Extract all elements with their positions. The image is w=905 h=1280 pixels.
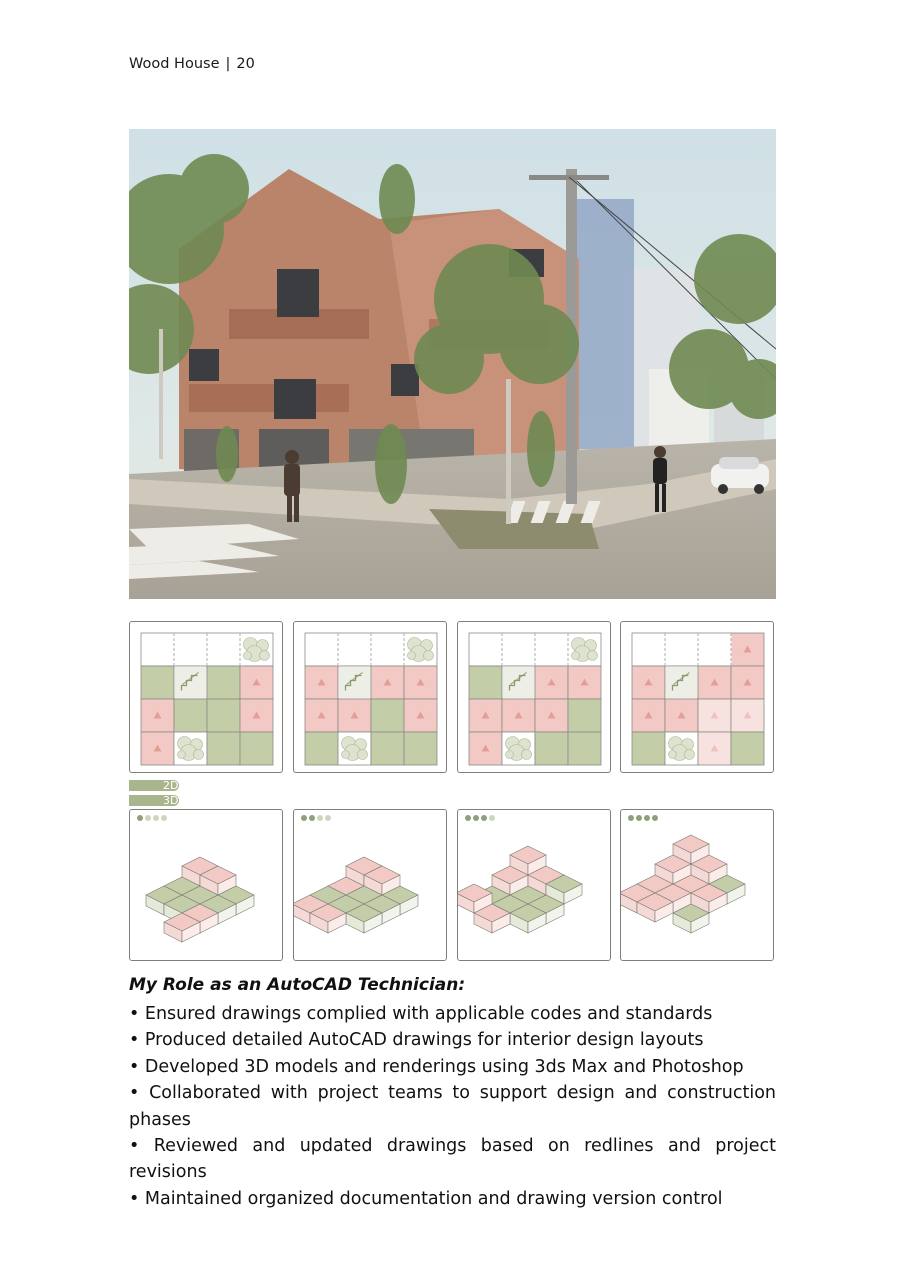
tag-3d: 3D	[129, 795, 179, 806]
model-panel-1	[129, 809, 283, 961]
plan-cell	[698, 633, 731, 666]
plan-cell	[338, 633, 371, 666]
plan-cell	[305, 633, 338, 666]
model-panel-4	[620, 809, 774, 961]
architectural-render-image	[129, 129, 776, 599]
progress-dot	[489, 815, 495, 821]
plan-cell	[240, 732, 273, 765]
role-bullet: • Collaborated with project teams to support design and construction phases	[129, 1083, 776, 1130]
plan-cell	[371, 699, 404, 732]
role-bullet: • Maintained organized documentation and drawing version control	[129, 1188, 723, 1209]
project-name: Wood House	[129, 56, 220, 72]
plan-cell	[404, 732, 437, 765]
progress-dot	[161, 815, 167, 821]
progress-dot	[628, 815, 634, 821]
tree-icon	[669, 737, 695, 761]
tree-icon	[342, 737, 368, 761]
plan-cell	[207, 666, 240, 699]
role-heading: My Role as an AutoCAD Technician:	[129, 975, 466, 995]
plan-cell	[535, 732, 568, 765]
progress-dot	[301, 815, 307, 821]
role-bullet: • Developed 3D models and renderings using 3ds Max and Photoshop	[129, 1056, 744, 1077]
role-bullet: • Ensured drawings complied with applicable codes and standards	[129, 1004, 713, 1024]
plan-cell	[665, 633, 698, 666]
plan-cell	[141, 666, 174, 699]
plan-cell	[469, 633, 502, 666]
plan-panel-2	[293, 621, 447, 773]
progress-dot	[325, 815, 331, 821]
plan-cell	[207, 732, 240, 765]
plan-cell	[731, 732, 764, 765]
plan-cell	[632, 633, 665, 666]
progress-dot	[309, 815, 315, 821]
plan-panel-1	[129, 621, 283, 773]
progress-dot	[636, 815, 642, 821]
plan-cell	[141, 633, 174, 666]
progress-dot	[317, 815, 323, 821]
progress-dot	[481, 815, 487, 821]
progress-dot	[644, 815, 650, 821]
plan-cell	[371, 633, 404, 666]
plan-cell	[305, 732, 338, 765]
progress-dot	[137, 815, 143, 821]
role-bullet-list	[129, 1001, 776, 1212]
progress-dot	[153, 815, 159, 821]
header-separator: |	[225, 56, 231, 72]
plan-cell	[632, 732, 665, 765]
progress-dot	[145, 815, 151, 821]
plan-cell	[568, 699, 601, 732]
role-bullet: • Produced detailed AutoCAD drawings for interior design layouts	[129, 1030, 704, 1051]
tree-icon	[244, 638, 270, 662]
plan-cell	[207, 699, 240, 732]
model-panel-3	[457, 809, 611, 961]
model-panel-2	[293, 809, 447, 961]
tree-icon	[572, 638, 598, 662]
plan-cell	[371, 732, 404, 765]
tree-icon	[506, 737, 532, 761]
progress-dot	[465, 815, 471, 821]
plan-cell	[535, 633, 568, 666]
plan-panel-4	[620, 621, 774, 773]
plan-cell	[174, 633, 207, 666]
plan-cell	[502, 633, 535, 666]
plan-cell	[469, 666, 502, 699]
tree-icon	[178, 737, 204, 761]
progress-dot	[652, 815, 658, 821]
plan-cell	[207, 633, 240, 666]
role-bullet: • Reviewed and updated drawings based on redlines and project revisions	[129, 1136, 776, 1183]
plan-panel-3	[457, 621, 611, 773]
tag-2d: 2D	[129, 780, 179, 791]
tree-icon	[408, 638, 434, 662]
plan-cell	[568, 732, 601, 765]
progress-dot	[473, 815, 479, 821]
page-header	[129, 56, 255, 72]
page-number: 20	[236, 56, 255, 72]
plan-cell	[174, 699, 207, 732]
